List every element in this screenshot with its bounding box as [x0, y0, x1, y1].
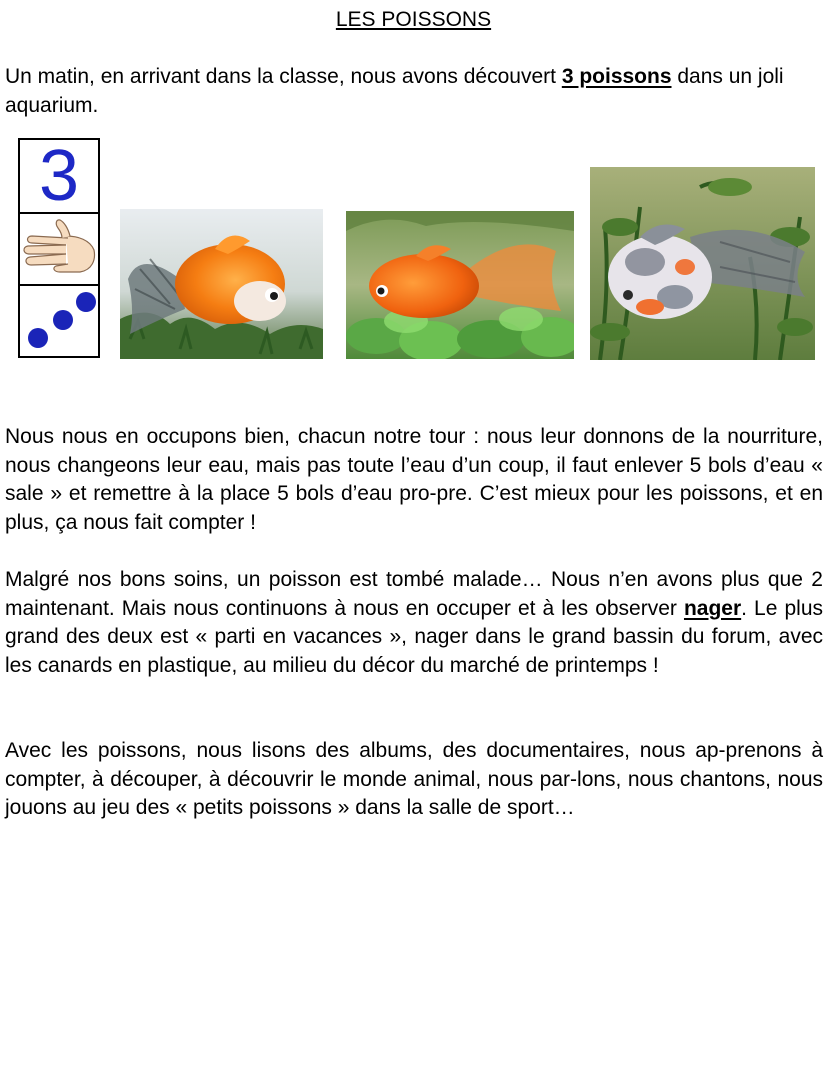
intro-paragraph [5, 63, 823, 120]
number-card [18, 138, 100, 358]
dot-1 [28, 328, 48, 348]
number-card-digit: 3 [20, 140, 98, 214]
page-title [0, 7, 827, 33]
sick-highlight: nager [683, 596, 742, 620]
intro-text-after: dans un joli aquarium. [5, 65, 784, 117]
number-card-dots [20, 286, 98, 356]
goldfish-photo-3 [590, 167, 815, 360]
page-title-text: LES POISSONS [335, 8, 492, 31]
dot-3 [76, 292, 96, 312]
care-paragraph: Nous nous en occupons bien, chacun notre tour : nous leur donnons de la nourriture, nous changeons leur eau, mais pas toute l’eau d’un coup, il faut enlever 5 bols d’eau « sale » et remettre à la place 5 bols d’eau pro-pre. C’est mieux pour les poissons, et en plus, ça nous fait compter ! [5, 425, 823, 534]
goldfish-photo-2 [346, 211, 574, 359]
intro-text-before: Un matin, en arrivant dans la classe, nous avons découvert [5, 65, 562, 88]
goldfish-photo-1 [120, 209, 323, 359]
dot-2 [53, 310, 73, 330]
three-fingers-hand-icon [20, 214, 98, 286]
sick-fish-paragraph [5, 566, 823, 680]
intro-highlight: 3 poissons [561, 65, 672, 88]
sick-text-before: Malgré nos bons soins, un poisson est tombé malade… Nous n’en avons plus que 2 maintenant. Mais nous continuons à nous en occuper et à les observer [5, 568, 823, 620]
activities-paragraph: Avec les poissons, nous lisons des albums, des documentaires, nous ap-prenons à compter, à découper, à découvrir le monde animal, nous par-lons, nous chantons, nous jouons au jeu des « petits poissons » dans la salle de sport… [5, 739, 823, 819]
sick-text-after: . Le plus grand des deux est « parti en vacances », nager dans le grand bassin du forum, avec les canards en plastique, au milieu du décor du marché de printemps ! [5, 596, 823, 677]
